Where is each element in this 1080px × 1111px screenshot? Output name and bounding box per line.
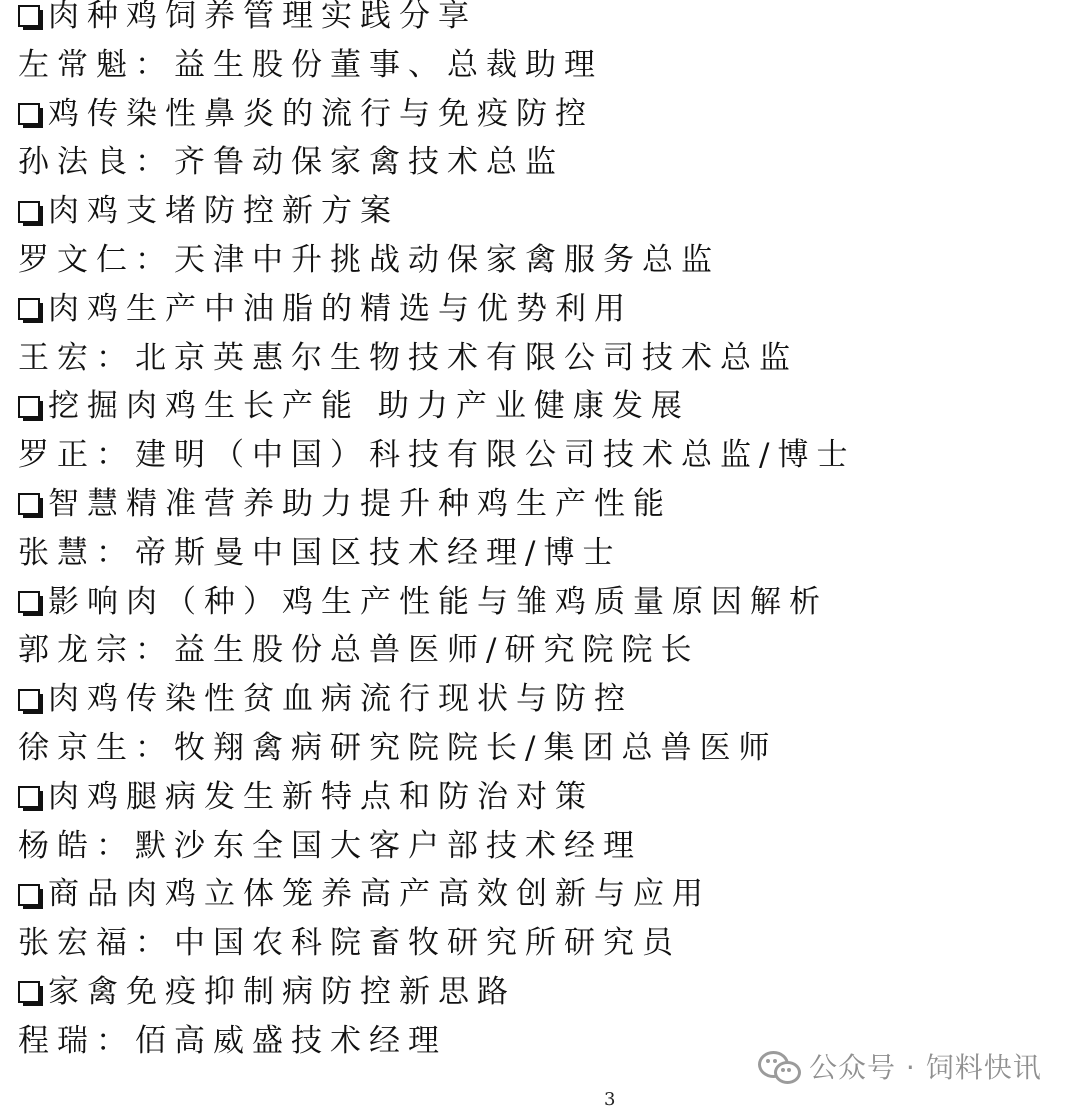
speaker-separator: ： xyxy=(96,534,135,571)
list-item xyxy=(18,90,1073,139)
list-item xyxy=(18,773,1073,822)
speaker-role: 帝斯曼中国区技术经理/博士 xyxy=(135,534,622,571)
list-item xyxy=(18,480,1073,529)
speaker-separator: ： xyxy=(135,729,174,766)
speaker-role: 佰高威盛技术经理 xyxy=(135,1022,447,1059)
checkbox-icon xyxy=(18,786,40,808)
speaker-name: 罗正 xyxy=(18,437,96,474)
speaker-name: 张慧 xyxy=(18,534,96,571)
list-item xyxy=(18,675,1073,724)
speaker-name: 左常魁 xyxy=(18,46,135,83)
list-item xyxy=(18,870,1073,919)
speaker-separator: ： xyxy=(96,437,135,474)
speaker-line xyxy=(18,724,1073,773)
speaker-separator: ： xyxy=(135,241,174,278)
speaker-name: 程瑞 xyxy=(18,1022,96,1059)
speaker-line xyxy=(18,138,1073,187)
watermark-text: 公众号 · 饲料快讯 xyxy=(809,1051,1042,1084)
speaker-line xyxy=(18,431,1073,480)
checkbox-icon xyxy=(18,396,40,418)
speaker-topic-list xyxy=(18,0,1073,1066)
wechat-eye xyxy=(766,1059,770,1063)
checkbox-icon xyxy=(18,981,40,1003)
checkbox-icon xyxy=(18,591,40,613)
speaker-role: 默沙东全国大客户部技术经理 xyxy=(135,827,642,864)
speaker-separator: ： xyxy=(135,144,174,181)
topic-title: 影响肉（种）鸡生产性能与雏鸡质量原因解析 xyxy=(48,583,828,620)
topic-title: 商品肉鸡立体笼养高产高效创新与应用 xyxy=(48,876,711,913)
speaker-name: 王宏 xyxy=(18,339,96,376)
speaker-line xyxy=(18,334,1073,383)
speaker-name: 罗文仁 xyxy=(18,241,135,278)
wechat-eye xyxy=(773,1059,777,1063)
topic-title: 肉鸡传染性贫血病流行现状与防控 xyxy=(48,681,633,718)
speaker-line xyxy=(18,41,1073,90)
speaker-separator: ： xyxy=(96,827,135,864)
wechat-eye xyxy=(781,1068,785,1072)
list-item xyxy=(18,382,1073,431)
speaker-role: 中国农科院畜牧研究所研究员 xyxy=(174,925,681,962)
speaker-separator: ： xyxy=(96,1022,135,1059)
speaker-role: 天津中升挑战动保家禽服务总监 xyxy=(174,241,720,278)
topic-title: 鸡传染性鼻炎的流行与免疫防控 xyxy=(48,95,594,132)
speaker-name: 张宏福 xyxy=(18,925,135,962)
checkbox-icon xyxy=(18,103,40,125)
wechat-eye xyxy=(787,1068,791,1072)
topic-title: 肉种鸡饲养管理实践分享 xyxy=(48,0,477,34)
topic-title: 挖掘肉鸡生长产能 助力产业健康发展 xyxy=(48,388,690,425)
wechat-bubble-small xyxy=(774,1061,801,1084)
speaker-line xyxy=(18,236,1073,285)
checkbox-icon xyxy=(18,298,40,320)
speaker-role: 益生股份总兽医师/研究院院长 xyxy=(174,632,700,669)
checkbox-icon xyxy=(18,884,40,906)
speaker-role: 牧翔禽病研究院院长/集团总兽医师 xyxy=(174,729,778,766)
checkbox-icon xyxy=(18,201,40,223)
topic-title: 肉鸡腿病发生新特点和防治对策 xyxy=(48,778,594,815)
speaker-role: 建明（中国）科技有限公司技术总监/博士 xyxy=(135,437,856,474)
speaker-role: 齐鲁动保家禽技术总监 xyxy=(174,144,564,181)
speaker-separator: ： xyxy=(135,925,174,962)
speaker-role: 北京英惠尔生物技术有限公司技术总监 xyxy=(135,339,798,376)
speaker-line xyxy=(18,919,1073,968)
page-number: 3 xyxy=(604,1089,616,1110)
speaker-separator: ： xyxy=(135,46,174,83)
list-item xyxy=(18,285,1073,334)
watermark xyxy=(758,1046,1042,1086)
speaker-name: 孙法良 xyxy=(18,144,135,181)
topic-title: 肉鸡生产中油脂的精选与优势利用 xyxy=(48,290,633,327)
list-item xyxy=(18,187,1073,236)
checkbox-icon xyxy=(18,493,40,515)
checkbox-icon xyxy=(18,5,40,27)
speaker-line xyxy=(18,529,1073,578)
checkbox-icon xyxy=(18,689,40,711)
topic-title: 智慧精准营养助力提升种鸡生产性能 xyxy=(48,485,672,522)
speaker-name: 郭龙宗 xyxy=(18,632,135,669)
speaker-line xyxy=(18,626,1073,675)
list-item xyxy=(18,578,1073,627)
speaker-separator: ： xyxy=(96,339,135,376)
speaker-name: 徐京生 xyxy=(18,729,135,766)
topic-title: 肉鸡支堵防控新方案 xyxy=(48,193,399,230)
speaker-name: 杨皓 xyxy=(18,827,96,864)
list-item xyxy=(18,968,1073,1017)
list-item xyxy=(18,0,1073,41)
speaker-separator: ： xyxy=(135,632,174,669)
speaker-line xyxy=(18,822,1073,871)
wechat-icon xyxy=(758,1047,800,1085)
speaker-role: 益生股份董事、总裁助理 xyxy=(174,46,603,83)
topic-title: 家禽免疫抑制病防控新思路 xyxy=(48,973,516,1010)
